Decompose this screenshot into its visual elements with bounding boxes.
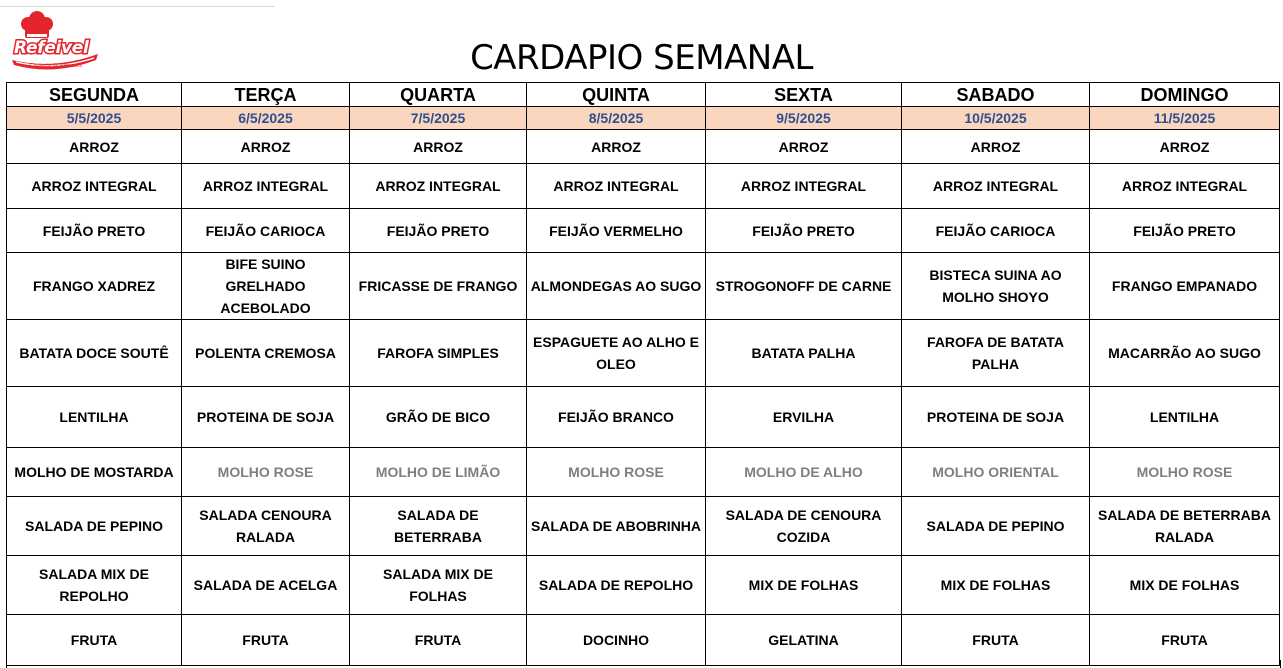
day-header: DOMINGO bbox=[1090, 83, 1280, 107]
menu-cell: ARROZ INTEGRAL bbox=[350, 164, 527, 209]
date-cell: 9/5/2025 bbox=[706, 107, 902, 130]
menu-row bbox=[7, 387, 1280, 448]
menu-cell: ARROZ bbox=[1090, 130, 1280, 164]
menu-cell: ARROZ bbox=[7, 130, 182, 164]
menu-cell: MOLHO ROSE bbox=[527, 448, 706, 497]
day-header: QUARTA bbox=[350, 83, 527, 107]
date-cell: 6/5/2025 bbox=[182, 107, 350, 130]
menu-cell: FRUTA bbox=[902, 615, 1090, 666]
menu-cell: ARROZ INTEGRAL bbox=[1090, 164, 1280, 209]
menu-cell: SALADA DE ACELGA bbox=[182, 556, 350, 615]
brand-name: Refeivel bbox=[14, 38, 89, 58]
menu-cell: FRUTA bbox=[7, 615, 182, 666]
menu-cell: MOLHO ROSE bbox=[182, 448, 350, 497]
weekly-menu-table bbox=[6, 82, 1280, 666]
menu-cell: ARROZ bbox=[182, 130, 350, 164]
menu-cell: ARROZ INTEGRAL bbox=[706, 164, 902, 209]
date-cell: 11/5/2025 bbox=[1090, 107, 1280, 130]
day-header: QUINTA bbox=[527, 83, 706, 107]
date-cell: 10/5/2025 bbox=[902, 107, 1090, 130]
menu-cell: FEIJÃO CARIOCA bbox=[902, 209, 1090, 253]
menu-cell: FRANGO XADREZ bbox=[7, 253, 182, 320]
menu-cell: STROGONOFF DE CARNE bbox=[706, 253, 902, 320]
menu-cell: FRICASSE DE FRANGO bbox=[350, 253, 527, 320]
menu-row bbox=[7, 130, 1280, 164]
menu-row bbox=[7, 320, 1280, 387]
menu-row bbox=[7, 209, 1280, 253]
menu-cell: ARROZ bbox=[350, 130, 527, 164]
menu-cell: PROTEINA DE SOJA bbox=[182, 387, 350, 448]
menu-cell: SALADA DE CENOURA COZIDA bbox=[706, 497, 902, 556]
menu-cell: FRUTA bbox=[182, 615, 350, 666]
menu-cell: FEIJÃO PRETO bbox=[1090, 209, 1280, 253]
menu-cell: SALADA DE ABOBRINHA bbox=[527, 497, 706, 556]
brand-tagline: Comercio de Refeicoes bbox=[30, 63, 82, 69]
menu-cell: PROTEINA DE SOJA bbox=[902, 387, 1090, 448]
table-footer-edge bbox=[6, 660, 1281, 668]
day-header: SEGUNDA bbox=[7, 83, 182, 107]
menu-row bbox=[7, 556, 1280, 615]
menu-cell: ARROZ bbox=[527, 130, 706, 164]
menu-cell: LENTILHA bbox=[1090, 387, 1280, 448]
menu-cell: FEIJÃO PRETO bbox=[7, 209, 182, 253]
menu-cell: BATATA PALHA bbox=[706, 320, 902, 387]
menu-cell: SALADA CENOURA RALADA bbox=[182, 497, 350, 556]
day-header-row bbox=[7, 83, 1280, 107]
menu-cell: GRÃO DE BICO bbox=[350, 387, 527, 448]
top-divider bbox=[0, 6, 275, 7]
menu-cell: SALADA DE PEPINO bbox=[7, 497, 182, 556]
menu-cell: ARROZ bbox=[706, 130, 902, 164]
menu-cell: SALADA MIX DE REPOLHO bbox=[7, 556, 182, 615]
menu-cell: FEIJÃO VERMELHO bbox=[527, 209, 706, 253]
menu-row bbox=[7, 497, 1280, 556]
date-cell: 8/5/2025 bbox=[527, 107, 706, 130]
menu-cell: ARROZ INTEGRAL bbox=[7, 164, 182, 209]
day-header: TERÇA bbox=[182, 83, 350, 107]
page-title: CARDAPIO SEMANAL bbox=[470, 38, 813, 78]
menu-cell: MOLHO ORIENTAL bbox=[902, 448, 1090, 497]
menu-cell: FEIJÃO BRANCO bbox=[527, 387, 706, 448]
menu-cell: ARROZ INTEGRAL bbox=[527, 164, 706, 209]
menu-cell: MACARRÃO AO SUGO bbox=[1090, 320, 1280, 387]
menu-row bbox=[7, 448, 1280, 497]
menu-cell: MOLHO DE ALHO bbox=[706, 448, 902, 497]
menu-cell: FEIJÃO PRETO bbox=[350, 209, 527, 253]
date-cell: 7/5/2025 bbox=[350, 107, 527, 130]
menu-cell: MIX DE FOLHAS bbox=[1090, 556, 1280, 615]
menu-row bbox=[7, 253, 1280, 320]
menu-cell: ESPAGUETE AO ALHO E OLEO bbox=[527, 320, 706, 387]
menu-cell: FRUTA bbox=[350, 615, 527, 666]
menu-row bbox=[7, 615, 1280, 666]
day-header: SABADO bbox=[902, 83, 1090, 107]
menu-cell: MIX DE FOLHAS bbox=[706, 556, 902, 615]
menu-cell: SALADA MIX DE FOLHAS bbox=[350, 556, 527, 615]
menu-cell: MOLHO DE LIMÃO bbox=[350, 448, 527, 497]
menu-cell: MOLHO ROSE bbox=[1090, 448, 1280, 497]
menu-cell: DOCINHO bbox=[527, 615, 706, 666]
menu-cell: MIX DE FOLHAS bbox=[902, 556, 1090, 615]
menu-cell: ARROZ bbox=[902, 130, 1090, 164]
menu-cell: ALMONDEGAS AO SUGO bbox=[527, 253, 706, 320]
day-header: SEXTA bbox=[706, 83, 902, 107]
menu-cell: ERVILHA bbox=[706, 387, 902, 448]
menu-cell: POLENTA CREMOSA bbox=[182, 320, 350, 387]
menu-cell: FRUTA bbox=[1090, 615, 1280, 666]
menu-cell: GELATINA bbox=[706, 615, 902, 666]
menu-cell: SALADA DE PEPINO bbox=[902, 497, 1090, 556]
menu-cell: MOLHO DE MOSTARDA bbox=[7, 448, 182, 497]
menu-row bbox=[7, 164, 1280, 209]
menu-cell: BATATA DOCE SOUTÊ bbox=[7, 320, 182, 387]
menu-cell: FEIJÃO CARIOCA bbox=[182, 209, 350, 253]
date-row bbox=[7, 107, 1280, 130]
menu-cell: SALADA DE BETERRABA bbox=[350, 497, 527, 556]
menu-cell: SALADA DE REPOLHO bbox=[527, 556, 706, 615]
menu-cell: BIFE SUINO GRELHADO ACEBOLADO bbox=[182, 253, 350, 320]
date-cell: 5/5/2025 bbox=[7, 107, 182, 130]
menu-cell: ARROZ INTEGRAL bbox=[902, 164, 1090, 209]
menu-cell: FRANGO EMPANADO bbox=[1090, 253, 1280, 320]
menu-cell: LENTILHA bbox=[7, 387, 182, 448]
menu-cell: FAROFA DE BATATA PALHA bbox=[902, 320, 1090, 387]
menu-cell: SALADA DE BETERRABA RALADA bbox=[1090, 497, 1280, 556]
menu-cell: BISTECA SUINA AO MOLHO SHOYO bbox=[902, 253, 1090, 320]
menu-cell: FAROFA SIMPLES bbox=[350, 320, 527, 387]
menu-cell: ARROZ INTEGRAL bbox=[182, 164, 350, 209]
menu-cell: FEIJÃO PRETO bbox=[706, 209, 902, 253]
